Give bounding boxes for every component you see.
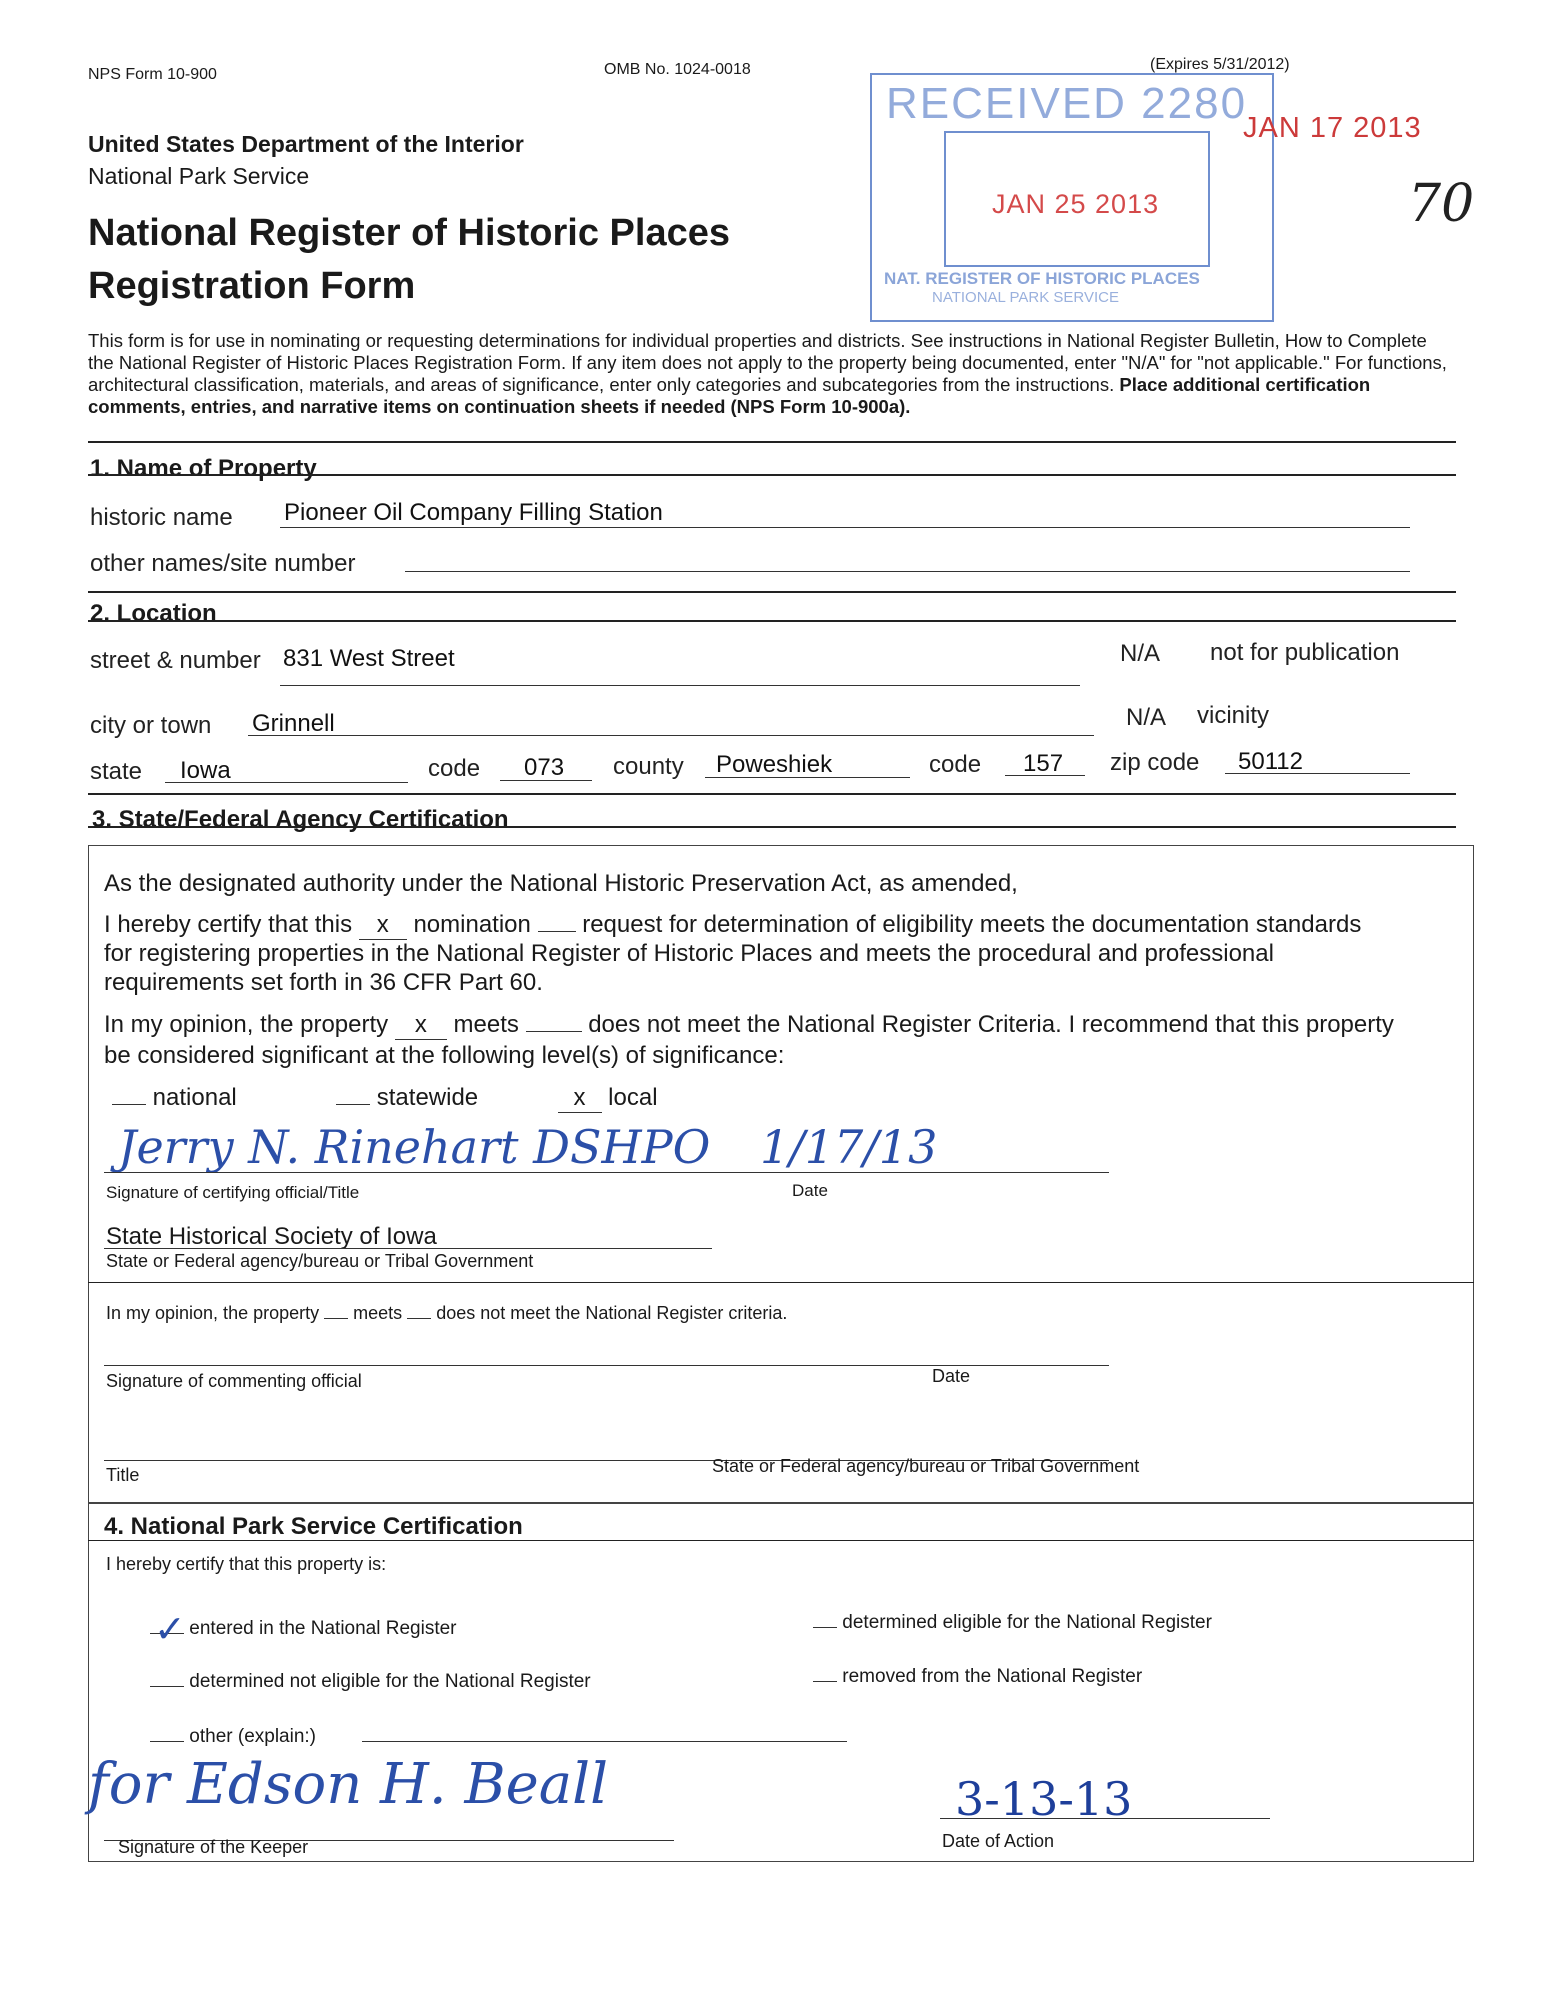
level-row [112,1084,658,1113]
cert-text-b: request for determination of eligibility meets the documentation standards [582,911,1362,938]
does-not-meet-checkbox[interactable] [526,1031,582,1032]
determined-eligible-label: determined eligible for the National Register [842,1612,1212,1633]
state-code-value[interactable]: 073 [524,754,565,781]
comment-signature-label: Signature of commenting official [106,1371,362,1391]
state-code-line [500,780,592,781]
comment-opinion-text: In my opinion, the property [106,1303,320,1323]
instructions-text: This form is for use in nominating or requesting determinations for individual properties and districts. See instructions in National Register Bulletin, How to Complete the National Register of Historic Places Registration Form. If any item does not apply to the property being documented, enter "N/A" for "not applicable." For functions, architectural classification, materials, and areas of significance, enter only categories and subcategories from the instructions. [88,330,1447,395]
section4-title: 4. National Park Service Certification [104,1513,523,1540]
local-label: local [608,1084,658,1111]
other-checkbox[interactable] [150,1741,184,1742]
cert-text-a: I hereby certify that this [104,911,353,938]
section2-title: 2. Location [90,600,217,627]
removed-row [813,1666,1142,1688]
determined-eligible-row [813,1612,1212,1634]
rule-section4-title [88,1540,1474,1541]
keeper-signature-label: Signature of the Keeper [118,1837,309,1857]
agency-name: National Park Service [88,163,310,189]
signature-line [104,1172,1109,1173]
city-label: city or town [90,712,212,739]
agency-label: State or Federal agency/bureau or Tribal Government [106,1251,534,1271]
county-label: county [613,753,684,780]
certifying-signature: Jerry N. Rinehart DSHPO [118,1120,711,1174]
agency-value[interactable]: State Historical Society of Iowa [106,1223,437,1250]
received-stamp-footer1: NAT. REGISTER OF HISTORIC PLACES [884,269,1200,288]
state-code-label: code [428,755,481,782]
meets-checkbox[interactable]: x [395,1011,447,1040]
city-line [248,735,1094,736]
entered-check-mark: ✓ [154,1607,186,1651]
comment-meets-label: meets [353,1303,403,1323]
cert-line-d: requirements set forth in 36 CFR Part 60. [104,969,543,996]
handwritten-number: 70 [1408,174,1475,234]
action-date-line [940,1818,1270,1819]
statewide-checkbox[interactable] [336,1104,370,1105]
not-eligible-label: determined not eligible for the National Register [189,1671,591,1692]
comment-date-label: Date [932,1366,971,1386]
state-line [165,782,408,783]
historic-name-label: historic name [90,504,233,531]
form-number: NPS Form 10-900 [88,66,217,83]
state-label: state [90,758,143,785]
na-publication: N/A [1120,640,1161,667]
nomination-label: nomination [413,911,531,938]
red-date-stamp: JAN 17 2013 [1243,112,1422,144]
opinion-text-a: In my opinion, the property [104,1011,389,1038]
street-label: street & number [90,647,261,674]
signature-label: Signature of certifying official/Title [106,1183,360,1202]
title-label: Title [106,1465,140,1485]
instructions-bold: Place additional certification comments, entries, and narrative items on continuation sheets if needed (NPS Form 10-900a). [88,374,1371,417]
county-code-label: code [929,751,982,778]
action-date-label: Date of Action [942,1831,1055,1851]
zip-label: zip code [1110,749,1200,776]
other-explain-line [362,1741,847,1742]
local-checkbox[interactable]: x [558,1084,602,1113]
opinion-line-c: be considered significant at the following level(s) of significance: [104,1042,785,1069]
meets-label: meets [453,1011,519,1038]
nomination-checkbox[interactable]: x [359,911,407,940]
not-eligible-checkbox[interactable] [150,1686,184,1687]
rule-section2-top [88,591,1456,593]
statewide-label: statewide [376,1084,479,1111]
section1-title: 1. Name of Property [90,455,317,482]
comment-meets-checkbox[interactable] [324,1318,348,1319]
other-label: other (explain:) [189,1726,317,1747]
entered-checkbox[interactable] [150,1607,186,1651]
state-value[interactable]: Iowa [180,757,231,784]
opinion-line-a [104,1011,1394,1040]
determined-eligible-checkbox[interactable] [813,1627,837,1628]
received-stamp-footer2: NATIONAL PARK SERVICE [932,289,1119,306]
rule-section1-top [88,441,1456,443]
received-stamp-date: JAN 25 2013 [992,189,1160,219]
removed-label: removed from the National Register [842,1666,1143,1687]
keeper-signature: for Edson H. Beall [88,1752,608,1817]
zip-value[interactable]: 50112 [1238,748,1303,775]
certification-date: 1/17/13 [760,1120,938,1174]
date-label: Date [792,1181,828,1200]
rule-comment-top [88,1282,1474,1283]
historic-name-line [280,527,1410,528]
opinion-text-b: does not meet the National Register Criteria. I recommend that this property [588,1011,1394,1038]
section3-title: 3. State/Federal Agency Certification [92,806,509,833]
rule-section1-title [88,474,1456,476]
determination-checkbox[interactable] [538,931,576,932]
received-stamp [870,73,1274,322]
other-names-line [405,571,1410,572]
cert-authority-line: As the designated authority under the National Historic Preservation Act, as amended, [104,870,1018,897]
other-names-label: other names/site number [90,550,356,577]
comment-not-meet-label: does not meet the National Register criteria. [436,1303,788,1323]
other-row [150,1726,316,1748]
agency-line [104,1248,712,1249]
instructions-paragraph [88,330,1456,418]
county-code-line [1005,775,1085,776]
city-value[interactable]: Grinnell [252,710,335,737]
national-label: national [152,1084,237,1111]
rule-section2-title [88,620,1456,622]
entered-row [150,1607,457,1651]
comment-not-meet-checkbox[interactable] [407,1318,431,1319]
form-title-line1: National Register of Historic Places [88,212,730,254]
vicinity-label: vicinity [1197,702,1270,729]
county-value[interactable]: Poweshiek [716,751,833,778]
removed-checkbox[interactable] [813,1681,837,1682]
cert-line-c: for registering properties in the National Register of Historic Places and meets the procedural and professional [104,940,1274,967]
street-line [280,685,1080,686]
section4-intro: I hereby certify that this property is: [106,1554,387,1574]
rule-section3-top [88,793,1456,795]
comment-agency-label: State or Federal agency/bureau or Tribal Government [712,1456,1140,1476]
omb-number: OMB No. 1024-0018 [604,61,751,78]
rule-section3-title [88,826,1456,828]
action-date: 3-13-13 [955,1772,1133,1826]
received-stamp-text: RECEIVED 2280 [886,79,1248,128]
not-eligible-row [150,1671,591,1693]
county-code-value[interactable]: 157 [1023,750,1064,777]
comment-opinion-row [106,1303,787,1324]
expiration-date: (Expires 5/31/2012) [1150,56,1290,73]
form-title-line2: Registration Form [88,265,416,307]
historic-name-value[interactable]: Pioneer Oil Company Filling Station [284,499,663,526]
not-for-publication: not for publication [1210,639,1400,666]
street-value[interactable]: 831 West Street [283,645,455,672]
department-name: United States Department of the Interior [88,131,524,157]
zip-line [1225,773,1410,774]
na-vicinity: N/A [1126,704,1167,731]
cert-line-a [104,911,1361,940]
entered-label: entered in the National Register [189,1618,457,1639]
county-line [705,777,910,778]
national-checkbox[interactable] [112,1104,146,1105]
